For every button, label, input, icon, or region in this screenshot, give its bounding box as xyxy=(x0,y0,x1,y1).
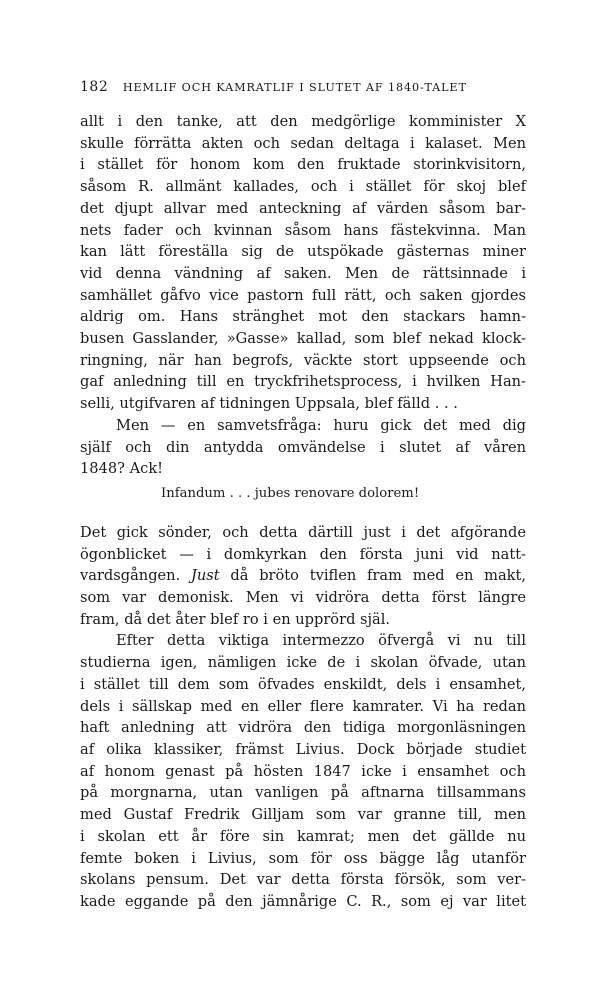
running-title: HEMLIF OCH KAMRATLIF I SLUTET AF 1840-TALET xyxy=(122,81,467,94)
text-line: Det gick sönder, och detta därtill just i det afgörande xyxy=(80,523,526,541)
text-line: af olika klassiker, främst Livius. Dock började studiet xyxy=(80,740,526,758)
text-line: gaf anledning till en tryckfrihetsprocess, i hvilken Han- xyxy=(80,373,526,391)
text-line: af honom genast på hösten 1847 icke i ensamhet och xyxy=(80,762,526,780)
text-line: ögonblicket — i domkyrkan den första juni vid natt- xyxy=(80,545,526,563)
text-line: skulle förrätta akten och sedan deltaga i kalaset. Men xyxy=(80,134,526,152)
page-number: 182 xyxy=(80,79,109,95)
text-line: på morgnarna, utan vanligen på aftnarna tillsammans xyxy=(80,784,526,802)
text-line: ringning, när han begrofs, väckte stort uppseende och xyxy=(80,351,526,369)
text-line: kan lätt föreställa sig de utspökade gästernas miner xyxy=(80,243,526,261)
text-line: Efter detta viktiga intermezzo öfvergå vi nu till xyxy=(116,632,526,650)
text-line xyxy=(80,565,526,587)
text-line: nets fader och kvinnan såsom hans fästekvinna. Man xyxy=(80,221,526,239)
text-line: det djupt allvar med anteckning af värden såsom bar- xyxy=(80,199,526,217)
text-line: i stället för honom kom den fruktade storinkvisitorn, xyxy=(80,156,526,174)
book-page xyxy=(80,78,526,913)
text-line: femte boken i Livius, som för oss bägge låg utanför xyxy=(80,849,526,867)
text-line: såsom R. allmänt kallades, och i stället för skoj blef xyxy=(80,178,526,196)
text-line: med Gustaf Fredrik Gilljam som var granne till, men xyxy=(80,806,526,824)
text-line: i stället till dem som öfvades enskildt, dels i ensamhet, xyxy=(80,675,526,693)
text-line: busen Gasslander, »Gasse» kallad, som blef nekad klock- xyxy=(80,330,526,348)
running-head xyxy=(80,78,526,97)
text-line: själf och din antydda omvändelse i slutet af våren xyxy=(80,438,526,456)
text-line: i skolan ett år före sin kamrat; men det gällde nu xyxy=(80,827,526,845)
text-line: kade eggande på den jämnårige C. R., som ej var litet xyxy=(80,892,526,910)
text-line: samhället gåfvo vice pastorn full rätt, och saken gjordes xyxy=(80,286,526,304)
text-line: fram, då det åter blef ro i en upprörd själ. xyxy=(80,610,391,628)
latin-quotation: Infandum . . . jubes renovare dolorem! xyxy=(161,485,420,501)
text-line: dels i sällskap med en eller flere kamrater. Vi ha redan xyxy=(80,697,526,715)
paragraph-1 xyxy=(80,111,526,415)
paragraph-3 xyxy=(80,522,526,631)
text-line: haft anledning att vidröra den tidiga morgonläsningen xyxy=(80,719,526,737)
text-line: allt i den tanke, att den medgörlige komminister X xyxy=(80,113,526,130)
text-line: skolans pensum. Det var detta första försök, som ver- xyxy=(80,871,526,889)
paragraph-4 xyxy=(80,630,526,912)
text-line: selli, utgifvaren af tidningen Uppsala, blef fälld . . . xyxy=(80,395,458,413)
text-fragment: då bröto tviflen fram med en makt, xyxy=(230,567,527,585)
paragraph-2 xyxy=(80,415,526,480)
text-line: 1848? Ack! xyxy=(80,460,164,478)
text-line: som var demonisk. Men vi vidröra detta först längre xyxy=(80,589,526,607)
emphasized-word: Just xyxy=(191,567,220,585)
text-line: vid denna vändning af saken. Men de rättsinnade i xyxy=(80,264,526,282)
text-line: aldrig om. Hans stränghet mot den stackars hamn- xyxy=(80,308,526,326)
text-line: studierna igen, nämligen icke de i skolan öfvade, utan xyxy=(80,654,526,672)
text-fragment: vardsgången. xyxy=(80,567,181,585)
text-line: Men — en samvetsfråga: huru gick det med dig xyxy=(116,416,526,434)
